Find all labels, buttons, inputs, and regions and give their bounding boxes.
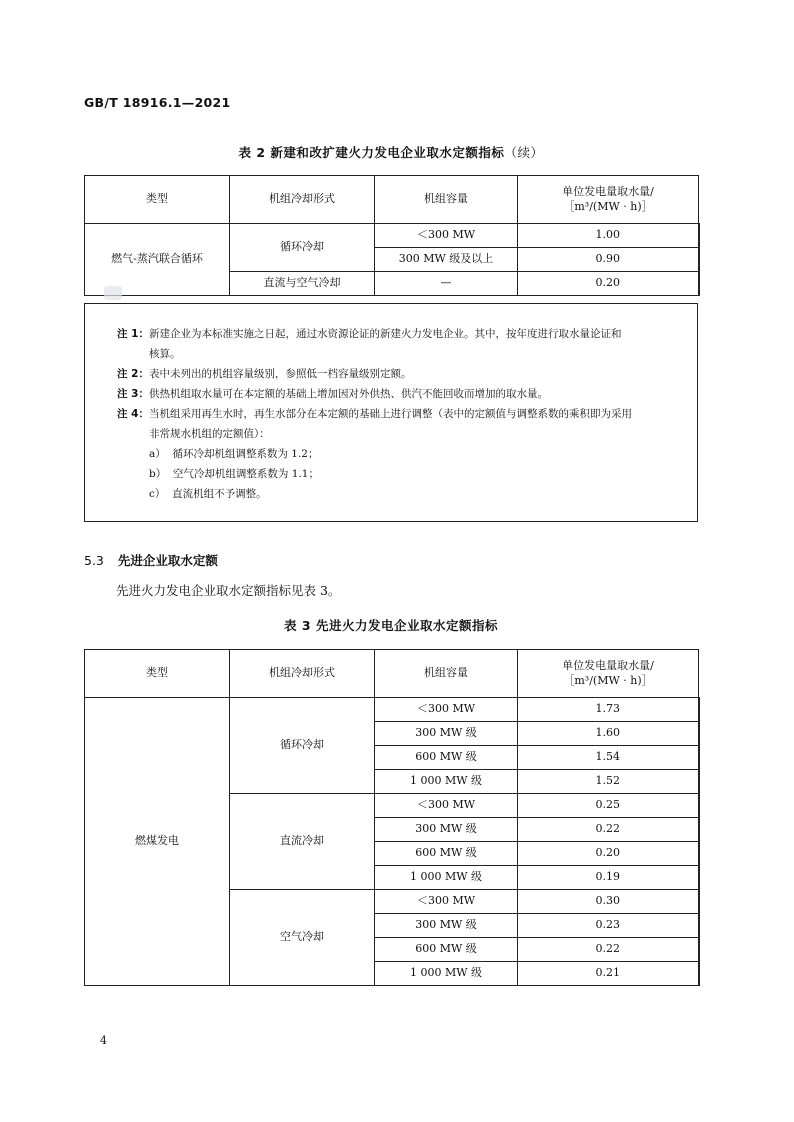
item-label: c）: [149, 488, 166, 500]
value-cell: 0.20: [518, 272, 699, 296]
capacity-cell: ＜300 MW: [375, 794, 518, 818]
capacity-cell: 300 MW 级及以上: [375, 248, 518, 272]
table3-cooling-cell: 空气冷却: [230, 890, 375, 986]
capacity-cell: 600 MW 级: [375, 938, 518, 962]
value-cell: 0.30: [518, 890, 699, 914]
capacity-cell: ＜300 MW: [375, 698, 518, 722]
note-text: 当机组采用再生水时，再生水部分在本定额的基础上进行调整（表中的定额值与调整系数的乘积即为采用: [148, 408, 632, 420]
item-text: 循环冷却机组调整系数为 1.2；: [172, 448, 319, 460]
capacity-cell: 600 MW 级: [375, 842, 518, 866]
capacity-cell: ＜300 MW: [375, 890, 518, 914]
note-4-item-a: [149, 444, 727, 464]
table3-cooling-cell: 循环冷却: [230, 698, 375, 794]
table3-cooling-cell: 直流冷却: [230, 794, 375, 890]
note-label: 注 2：: [117, 368, 149, 380]
note-2: [117, 364, 695, 384]
note-text: 核算。: [149, 348, 181, 360]
table2-header-cooling: 机组冷却形式: [230, 176, 375, 224]
table3-header-value-line1: 单位发电量取水量/: [562, 659, 654, 673]
notes-box: [84, 303, 698, 522]
note-text: 非常规水机组的定额值）：: [149, 428, 270, 440]
note-4-item-b: [149, 464, 727, 484]
table2-header-type: 类型: [85, 176, 230, 224]
value-cell: 0.19: [518, 866, 699, 890]
table2-caption: [84, 143, 698, 161]
table2-caption-cont: （续）: [504, 145, 544, 160]
capacity-cell: 300 MW 级: [375, 722, 518, 746]
table2: [84, 175, 700, 296]
capacity-cell: 300 MW 级: [375, 818, 518, 842]
note-label: 注 3：: [117, 388, 149, 400]
item-text: 直流机组不予调整。: [172, 488, 267, 500]
note-3: [117, 384, 695, 404]
note-4-cont: [149, 424, 727, 444]
note-4: [117, 404, 695, 424]
value-cell: 0.23: [518, 914, 699, 938]
table3-header-cooling: 机组冷却形式: [230, 650, 375, 698]
table3-header-type: 类型: [85, 650, 230, 698]
table3-type-cell: 燃煤发电: [85, 698, 230, 986]
page-number: 4: [100, 1034, 107, 1047]
value-cell: 1.73: [518, 698, 699, 722]
note-label: 注 1：: [117, 328, 149, 340]
table3-header-row: [85, 650, 699, 698]
value-cell: 1.54: [518, 746, 699, 770]
value-cell: 1.52: [518, 770, 699, 794]
capacity-cell: 1 000 MW 级: [375, 866, 518, 890]
note-text: 新建企业为本标准实施之日起，通过水资源论证的新建火力发电企业。其中，按年度进行取水量论证和: [148, 328, 622, 340]
standard-number: GB/T 18916.1—2021: [84, 95, 231, 110]
value-cell: 0.90: [518, 248, 699, 272]
section-heading: [84, 551, 218, 569]
capacity-cell: 300 MW 级: [375, 914, 518, 938]
watermark-badge: [104, 286, 122, 300]
value-cell: 0.22: [518, 818, 699, 842]
section-title: 先进企业取水定额: [117, 553, 218, 568]
table2-header-value: [518, 176, 699, 224]
table2-type-cell: 燃气-蒸汽联合循环: [85, 224, 230, 296]
capacity-cell: 1 000 MW 级: [375, 962, 518, 986]
table3-caption: 表 3 先进火力发电企业取水定额指标: [284, 618, 498, 633]
table2-header-value-unit: ［m³/(MW · h)］: [563, 199, 653, 213]
note-label: 注 4：: [117, 408, 149, 420]
note-4-item-c: [149, 484, 727, 504]
value-cell: 0.21: [518, 962, 699, 986]
note-1-cont: [149, 344, 727, 364]
table3-header-value: [518, 650, 699, 698]
value-cell: 0.22: [518, 938, 699, 962]
capacity-cell: ＜300 MW: [375, 224, 518, 248]
table2-cooling-cell: 直流与空气冷却: [230, 272, 375, 296]
body-paragraph: 先进火力发电企业取水定额指标见表 3。: [116, 583, 341, 598]
value-cell: 1.00: [518, 224, 699, 248]
table-row: [85, 698, 699, 722]
section-number: 5.3: [84, 553, 104, 568]
table3-header-value-unit: ［m³/(MW · h)］: [563, 673, 653, 687]
note-1: [117, 324, 695, 344]
capacity-cell: 600 MW 级: [375, 746, 518, 770]
value-cell: 0.20: [518, 842, 699, 866]
capacity-cell: 1 000 MW 级: [375, 770, 518, 794]
table2-header-row: [85, 176, 699, 224]
value-cell: 1.60: [518, 722, 699, 746]
table3: [84, 649, 700, 986]
capacity-cell: —: [375, 272, 518, 296]
table2-header-capacity: 机组容量: [375, 176, 518, 224]
table2-header-value-line1: 单位发电量取水量/: [562, 185, 654, 199]
table-row: [85, 224, 699, 248]
note-text: 表中未列出的机组容量级别，参照低一档容量级别定额。: [148, 368, 412, 380]
item-label: b）: [149, 468, 167, 480]
item-text: 空气冷却机组调整系数为 1.1；: [172, 468, 319, 480]
table2-cooling-cell: 循环冷却: [230, 224, 375, 272]
item-label: a）: [149, 448, 166, 460]
table3-header-capacity: 机组容量: [375, 650, 518, 698]
value-cell: 0.25: [518, 794, 699, 818]
table2-caption-text: 表 2 新建和改扩建火力发电企业取水定额指标: [238, 145, 505, 160]
note-text: 供热机组取水量可在本定额的基础上增加因对外供热、供汽不能回收而增加的取水量。: [148, 388, 548, 400]
